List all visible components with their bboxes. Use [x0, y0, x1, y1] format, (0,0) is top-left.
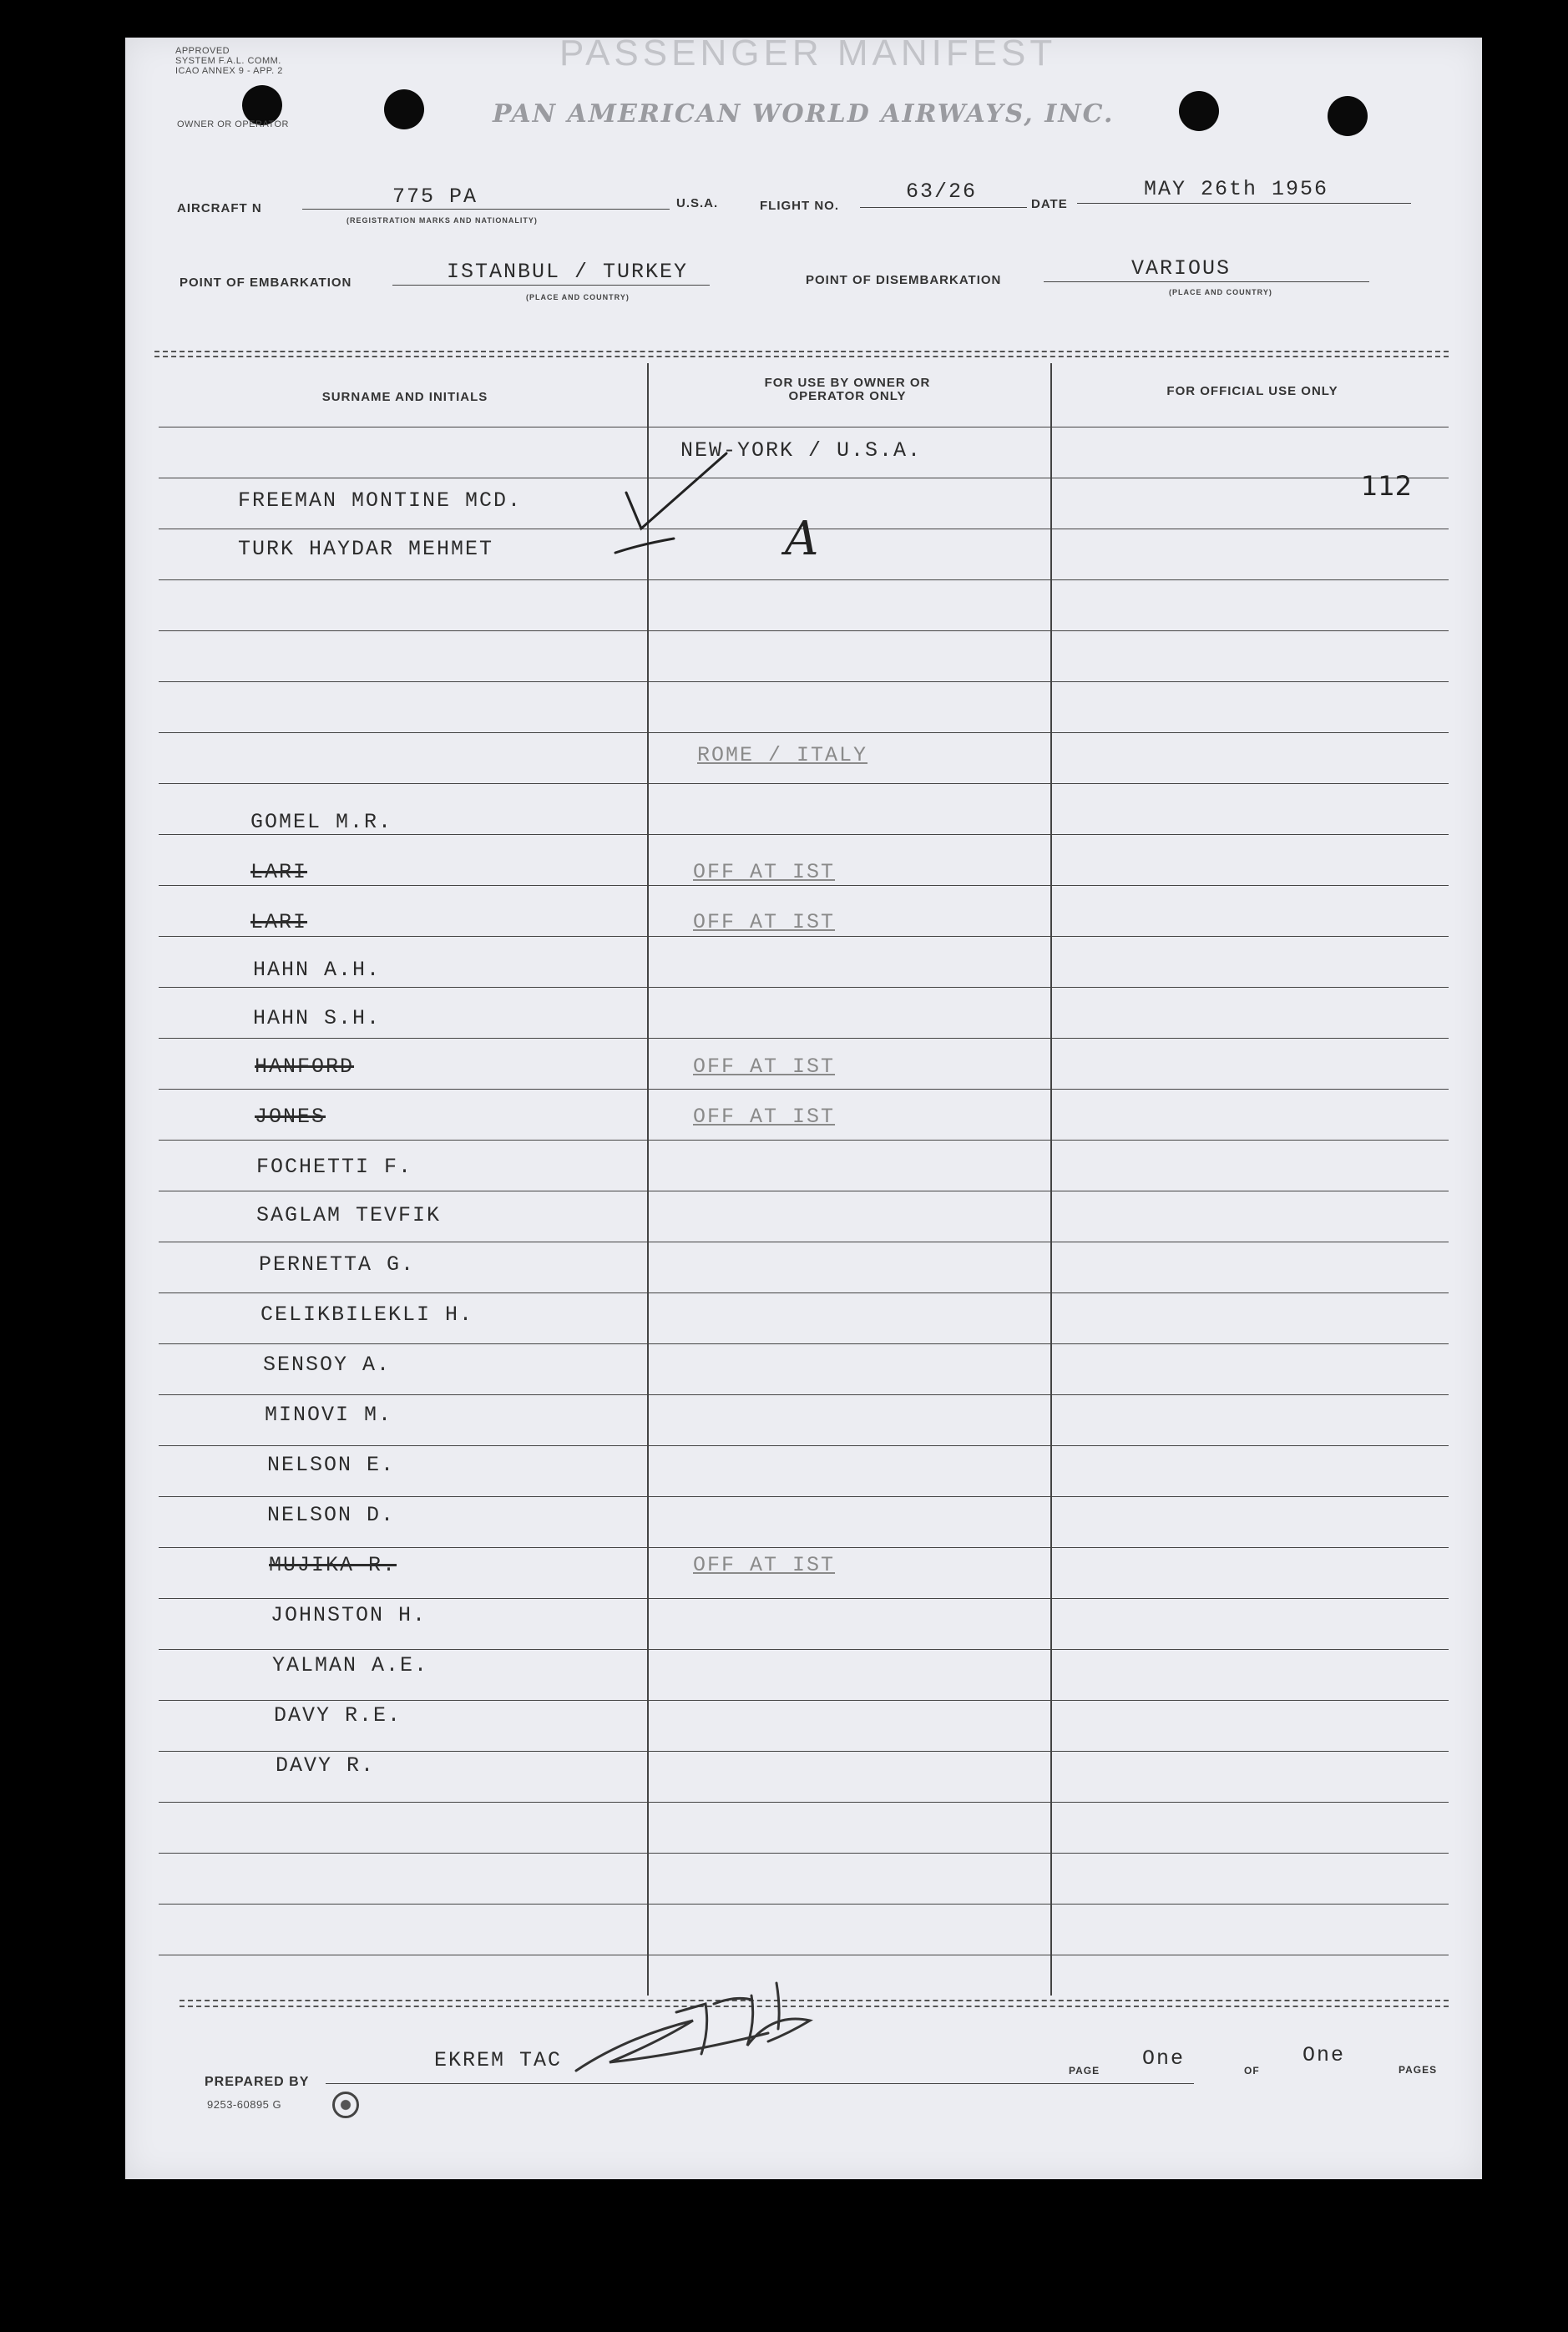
punch-hole — [384, 89, 424, 129]
passenger-name: DAVY R.E. — [274, 1703, 402, 1728]
passenger-name: YALMAN A.E. — [272, 1653, 429, 1677]
passenger-name: MINOVI M. — [265, 1403, 393, 1427]
row-rule — [159, 1496, 1449, 1497]
embarkation-label: POINT OF EMBARKATION — [180, 276, 352, 290]
row-rule — [159, 936, 1449, 937]
disembarkation-label: POINT OF DISEMBARKATION — [806, 273, 1002, 287]
passenger-note: OFF AT IST — [693, 860, 836, 884]
row-rule — [159, 579, 1449, 580]
prepared-label: PREPARED BY — [205, 2075, 310, 2089]
dash-mark-icon — [611, 534, 678, 559]
pages-label: PAGES — [1399, 2064, 1438, 2076]
passenger-name: TURK HAYDAR MEHMET — [238, 537, 494, 561]
row-rule — [159, 1038, 1449, 1039]
passenger-name: HANFORD — [255, 1055, 355, 1079]
form-code: 9253-60895 G — [207, 2098, 282, 2111]
passenger-name: FREEMAN MONTINE MCD. — [238, 488, 523, 513]
row-rule — [159, 732, 1449, 733]
manifest-page — [125, 33, 1482, 2179]
of-label: OF — [1244, 2065, 1260, 2077]
handwritten-letter: A — [785, 512, 819, 566]
row-rule — [159, 834, 1449, 835]
passenger-name: FOCHETTI F. — [256, 1155, 413, 1179]
passenger-name: NELSON E. — [267, 1453, 396, 1477]
col-header-surname: SURNAME AND INITIALS — [321, 390, 488, 404]
passenger-note: OFF AT IST — [693, 910, 836, 934]
row-rule — [159, 1140, 1449, 1141]
page-value: One — [1142, 2046, 1186, 2071]
passenger-name: SENSOY A. — [263, 1353, 392, 1377]
aircraft-value: 775 PA — [392, 185, 478, 209]
destination-rome: ROME / ITALY — [697, 743, 868, 767]
flight-no-value: 63/26 — [906, 180, 978, 204]
passenger-note: OFF AT IST — [693, 1055, 836, 1079]
pages-value: One — [1302, 2043, 1346, 2067]
country-label: U.S.A. — [676, 196, 719, 210]
passenger-name: NELSON D. — [267, 1503, 396, 1527]
row-rule — [159, 1394, 1449, 1395]
aircraft-label: AIRCRAFT N — [177, 201, 262, 215]
passenger-name: HAHN A.H. — [253, 958, 382, 982]
page-label: PAGE — [1069, 2065, 1100, 2077]
col-header-official: FOR OFFICIAL USE ONLY — [1166, 384, 1338, 398]
row-rule — [159, 1445, 1449, 1446]
col-header-owner: FOR USE BY OWNER OR OPERATOR ONLY — [764, 376, 931, 403]
place-caption: (PLACE AND COUNTRY) — [526, 293, 630, 301]
punch-hole — [1179, 91, 1219, 131]
row-rule — [159, 1343, 1449, 1344]
row-rule — [159, 783, 1449, 784]
passenger-name: LARI — [250, 910, 308, 934]
owner-label: OWNER OR OPERATOR — [177, 119, 289, 129]
row-rule — [159, 1649, 1449, 1650]
row-rule — [159, 1598, 1449, 1599]
checkmark-icon — [618, 447, 735, 547]
row-rule — [159, 885, 1449, 886]
row-rule — [159, 1802, 1449, 1803]
row-rule — [159, 1904, 1449, 1905]
disembarkation-value: VARIOUS — [1131, 256, 1232, 281]
approval-line: ICAO ANNEX 9 - APP. 2 — [175, 66, 283, 76]
passenger-name: JONES — [255, 1105, 326, 1129]
operator-name: PAN AMERICAN WORLD AIRWAYS, INC. — [493, 99, 1115, 129]
passenger-name: HAHN S.H. — [253, 1006, 382, 1030]
prepared-value: EKREM TAC — [434, 2048, 563, 2072]
date-label: DATE — [1031, 197, 1068, 211]
official-number: 112 — [1361, 470, 1413, 502]
passenger-name: DAVY R. — [276, 1753, 376, 1778]
table-top-border — [154, 351, 1449, 352]
date-value: MAY 26th 1956 — [1144, 177, 1329, 201]
approval-line: SYSTEM F.A.L. COMM. — [175, 56, 281, 66]
destination-newyork: NEW-YORK / U.S.A. — [680, 438, 923, 463]
passenger-name: SAGLAM TEVFIK — [256, 1203, 442, 1227]
row-rule — [159, 1700, 1449, 1701]
passenger-note: OFF AT IST — [693, 1105, 836, 1129]
passenger-name: GOMEL M.R. — [250, 810, 393, 834]
row-rule — [159, 987, 1449, 988]
embarkation-value: ISTANBUL / TURKEY — [447, 260, 689, 284]
signature-icon — [559, 1962, 860, 2087]
seal-icon — [332, 2092, 359, 2118]
punch-hole — [1328, 96, 1368, 136]
row-rule — [159, 1547, 1449, 1548]
passenger-note: OFF AT IST — [693, 1553, 836, 1577]
row-rule — [159, 1089, 1449, 1090]
row-rule — [159, 1751, 1449, 1752]
registration-caption: (REGISTRATION MARKS AND NATIONALITY) — [346, 216, 538, 225]
passenger-name: MUJIKA R. — [269, 1553, 397, 1577]
place-caption-2: (PLACE AND COUNTRY) — [1169, 288, 1272, 296]
passenger-name: JOHNSTON H. — [271, 1603, 427, 1627]
form-title: PASSENGER MANIFEST — [559, 33, 1057, 73]
passenger-name: CELIKBILEKLI H. — [260, 1303, 474, 1327]
row-rule — [159, 681, 1449, 682]
flight-no-label: FLIGHT NO. — [760, 199, 839, 213]
passenger-name: PERNETTA G. — [259, 1252, 416, 1277]
passenger-name: LARI — [250, 860, 308, 884]
row-rule — [159, 1292, 1449, 1293]
row-rule — [159, 630, 1449, 631]
approval-line: APPROVED — [175, 46, 230, 56]
row-rule — [159, 1853, 1449, 1854]
approval-block — [175, 46, 283, 76]
